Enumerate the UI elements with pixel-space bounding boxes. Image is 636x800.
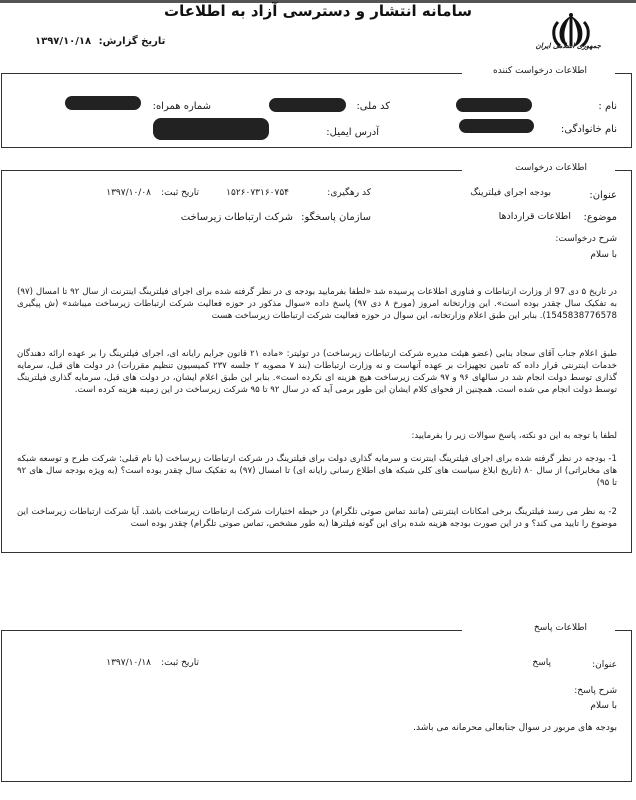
national-code-label: کد ملی: [356,101,390,112]
requester-legend: اطلاعات درخواست کننده [489,66,591,76]
email-redacted [153,118,269,140]
subject-label: موضوع: [583,212,617,223]
title-value: بودجه اجرای فیلترینگ [470,188,551,198]
emblem-caption: جمهوری اسلامی ایران [535,42,601,50]
response-greeting: با سلام [590,701,617,711]
request-paragraph-1: در تاریخ ۵ دی 97 از وزارت ارتباطات و فناوری اطلاعات پرسیده شد «لطفا بفرمایید بودجه ی در نظر گرفته شده برای اجرای فیلترینگ اینترنت از سال ۹۲ تا امسال (۹۷) به تفکیک سال چقدر بوده است». این وزارتخانه امروز (مورخ ۸ دی ۹۷) پاسخ داده «سوال مذکور در حوزه فعالیت شرکت ارتباطات زیرساخت میباشد» (ش پیگیری 1545838776578). بنابر این طبق اعلام وزارتخانه، این سوال در حوزه فعالیت شرکت ارتباطات زیرساخت هست [17,287,617,321]
mobile-label: شماره همراه: [152,101,211,112]
request-legend: اطلاعات درخواست [511,163,591,173]
response-section [1,623,632,782]
desc-label: شرح درخواست: [555,234,617,244]
email-label: آدرس ایمیل: [326,127,379,138]
mobile-redacted [65,96,141,110]
response-reg-date-value: ۱۳۹۷/۱۰/۱۸ [106,658,151,668]
tracking-value: ۱۵۲۶۰۷۳۱۶۰۷۵۴ [226,188,289,198]
family-redacted [459,119,534,133]
response-reg-date-label: تاریخ ثبت: [161,658,199,668]
name-redacted [456,98,532,112]
question-1: 1- بودجه در نظر گرفته شده برای اجرای فیلترینگ اینترنت و سرمایه گذاری دولت برای فیلترینگ در شرکت ارتباطات زیرساخت (یا نام قبلی: شرکت طرح و توسعه شبکه های مخابراتی) از سال ۸۰ (تاریخ ابلاغ سیاست های کلی شبکه های اطلاع رسانی رایانه ای) تا امسال (۹۷) به تفکیک سال چقدر بوده است؟ (به ویژه بودجه سال های ۹۲ تا ۹۵) [17,454,617,488]
family-label: نام خانوادگی: [560,124,617,135]
iran-emblem-icon [546,4,596,60]
tracking-label: کد رهگیری: [327,188,371,198]
report-date-label: تاریخ گزارش: [98,36,166,47]
response-title-value: پاسخ [532,658,551,668]
question-2: 2- به نظر می رسد فیلترینگ برخی امکانات اینترنتی (مانند تماس صوتی تلگرام) در حیطه اختیارات شرکت ارتباطات زیرساخت باشد. آیا شرکت ارتباطات زیرساخت این موضوع را تایید می کند؟ و در این صورت بودجه هزینه شده برای این گونه فیلترها (به طور مشخص، تماس صوتی تلگرام) چقدر بوده است [17,507,617,529]
name-label: نام : [598,101,617,112]
reg-date-label: تاریخ ثبت: [161,188,199,198]
requester-section [1,66,632,148]
subject-value: اطلاعات قراردادها [498,211,571,222]
report-date-value: ۱۳۹۷/۱۰/۱۸ [35,36,92,47]
national-code-redacted [269,98,346,112]
request-paragraph-2: طبق اعلام جناب آقای سجاد بنابی (عضو هیئت مدیره شرکت ارتباطات زیرساخت) در توئیتر: «ماده ۲۱ قانون جرایم رایانه ای، اجرای فیلترینگ را بر عهده ارائه دهندگان خدمات اینترنتی قرار داده که تامین تجهیزات بر عهده آنهاست و نه وزارت ارتباطات (بند ۷ مصوبه ۲ جلسه ۲۳۷ کمیسیون تنظیم مقررات) در دولت های قبل، سرمایه گذاری توسط دولت انجام شد در سالهای ۹۶ و ۹۷ شرکت زیرساخت هیچ هزینه ای نکرده است». بنابر این طبق اعلام ایشان، در دولت های قبل، سرمایه گذاری فیلترینگ توسط دولت انجام می شده است. همچنین از فحوای کلام ایشان این طور برمی آید که در سال ۹۲ تا ۹۵ شرکت زیرساخت در این زمینه هزینه کرده است. [17,349,618,395]
org-label: سازمان پاسخگو: [301,212,371,223]
reg-date-value: ۱۳۹۷/۱۰/۰۸ [106,188,151,198]
request-section [1,163,632,553]
report-date [35,36,165,47]
greeting: با سلام [590,250,617,260]
title-label: عنوان: [589,190,617,201]
response-desc-label: شرح پاسخ: [574,686,617,696]
response-title-label: عنوان: [592,660,617,670]
response-body: بودجه های مربور در سوال جنابعالی محرمانه می باشد. [413,723,617,733]
org-value: شرکت ارتباطات زیرساخت [180,212,293,223]
response-legend: اطلاعات پاسخ [530,623,591,633]
page-title: سامانه انتشار و دسترسی آزاد به اطلاعات [164,2,472,20]
request-paragraph-3: لطفا با توجه به این دو نکته، پاسخ سوالات زیر را بفرمایید: [411,431,617,441]
